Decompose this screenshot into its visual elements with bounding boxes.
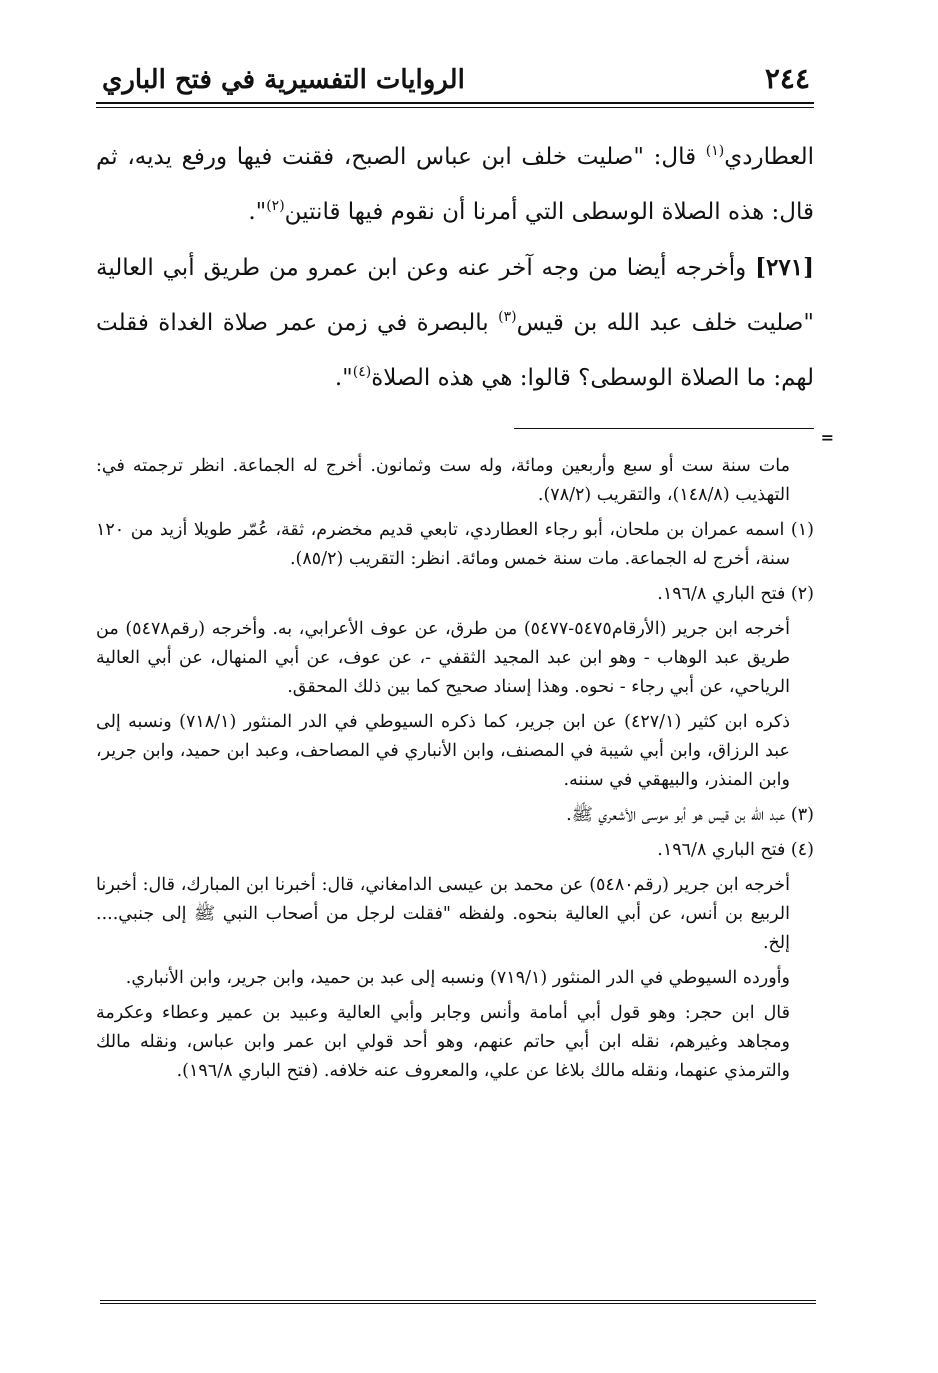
paragraph-1 <box>96 130 814 240</box>
footnote-4: (٤) فتح الباري ١٩٦/٨. <box>657 840 814 860</box>
paragraph-2 <box>96 240 814 406</box>
narration-number: [٢٧١] <box>755 254 814 281</box>
footnotes <box>96 452 814 1086</box>
page-number: ٢٤٤ <box>764 62 810 95</box>
footnote-3: (٣) عبد الله بن قيس هو أبو موسى الأشعري ﷺ. <box>566 805 814 825</box>
footnote-continued: مات سنة ست أو سبع وأربعين ومائة، وله ست وثمانون. أخرج له الجماعة. انظر ترجمته في: التهذيب (١٤٨/٨)، والتقريب (٧٨/٢). <box>96 456 790 505</box>
footnote-4-detail-a: أخرجه ابن جرير (رقم٥٤٨٠) عن محمد بن عيسى الدامغاني، قال: أخبرنا ابن المبارك، قال: أخبرنا الربيع بن أنس، عن أبي العالية بنحوه. ولفظه "فقلت لرجل من أصحاب النبي ﷺ إلى جنبي.... إلخ. <box>96 875 790 953</box>
running-title: الروايات التفسيرية في فتح الباري <box>102 65 465 95</box>
main-text <box>96 130 814 406</box>
book-page <box>96 58 834 1092</box>
footnote-ref-1: (١) <box>705 143 725 159</box>
footnote-2: (٢) فتح الباري ١٩٦/٨. <box>657 584 814 604</box>
footnote-4-detail-b: وأورده السيوطي في الدر المنثور (٧١٩/١) ونسبه إلى عبد بن حميد، وابن جرير، وابن الأنباري. <box>125 968 790 988</box>
footnote-2-detail-b: ذكره ابن كثير (٤٢٧/١) عن ابن جرير، كما ذكره السيوطي في الدر المنثور (٧١٨/١) ونسبه إلى عبد الرزاق، وابن أبي شيبة في المصنف، وابن الأنباري في المصاحف، وعبد ابن حميد، وابن جرير، وابن المنذر، والبيهقي في سننه. <box>96 712 790 790</box>
p1-text-b: قال: "صليت خلف ابن عباس الصبح، فقنت فيها ورفع يديه، ثم قال: هذه الصلاة الوسطى التي أمرنا أن نقوم فيها قانتين <box>96 144 814 225</box>
footnote-ref-3: (٣) <box>498 309 517 325</box>
p2-text-c: ". <box>334 365 353 391</box>
p2-text-b: بالبصرة في زمن عمر صلاة الغداة فقلت لهم: ما الصلاة الوسطى؟ قالوا: هي هذه الصلاة <box>96 310 814 391</box>
page-header <box>96 58 814 102</box>
footnote-separator <box>96 428 834 452</box>
bottom-rule <box>100 1300 816 1304</box>
footnote-4-detail-c: قال ابن حجر: وهو قول أبي أمامة وأنس وجابر وأبي العالية وعبيد بن عمير وعطاء وعكرمة ومجاهد وغيرهم، نقله ابن أبي حاتم عنهم، وهو أحد قولي ابن عمر وابن عباس، ونقله مالك والترمذي عنهما، ونقله مالك بلاغا عن علي، والمعروف عنه خلافه. (فتح الباري ١٩٦/٨). <box>96 1003 790 1081</box>
p1-text-c: ". <box>248 199 267 225</box>
continuation-mark: = <box>820 428 834 447</box>
footnote-ref-2: (٢) <box>266 198 285 214</box>
header-rule <box>96 102 814 108</box>
footnote-2-detail-a: أخرجه ابن جرير (الأرقام٥٤٧٥-٥٤٧٧) من طرق، عن عوف الأعرابي، به. وأخرجه (رقم٥٤٧٨) من طريق عبد الوهاب - وهو ابن عبد المجيد الثقفي -، عن عوف، عن أبي المنهال، عن أبي العالية الرياحي، عن أبي رجاء - نحوه. وهذا إسناد صحيح كما بين ذلك المحقق. <box>96 619 790 697</box>
footnote-rule <box>514 428 814 429</box>
footnote-ref-4: (٤) <box>352 364 372 380</box>
footnote-1: (١) اسمه عمران بن ملحان، أبو رجاء العطاردي، تابعي قديم مخضرم، ثقة، عُمّر طويلا أزيد من ١٢٠ سنة، أخرج له الجماعة. مات سنة خمس ومائة. انظر: التقريب (٨٥/٢). <box>96 520 814 569</box>
p1-text-a: العطاردي <box>724 144 814 170</box>
p2-text-a: وأخرجه أيضا من وجه آخر عنه وعن ابن عمرو من طريق أبي العالية "صليت خلف عبد الله بن قيس <box>96 255 814 336</box>
